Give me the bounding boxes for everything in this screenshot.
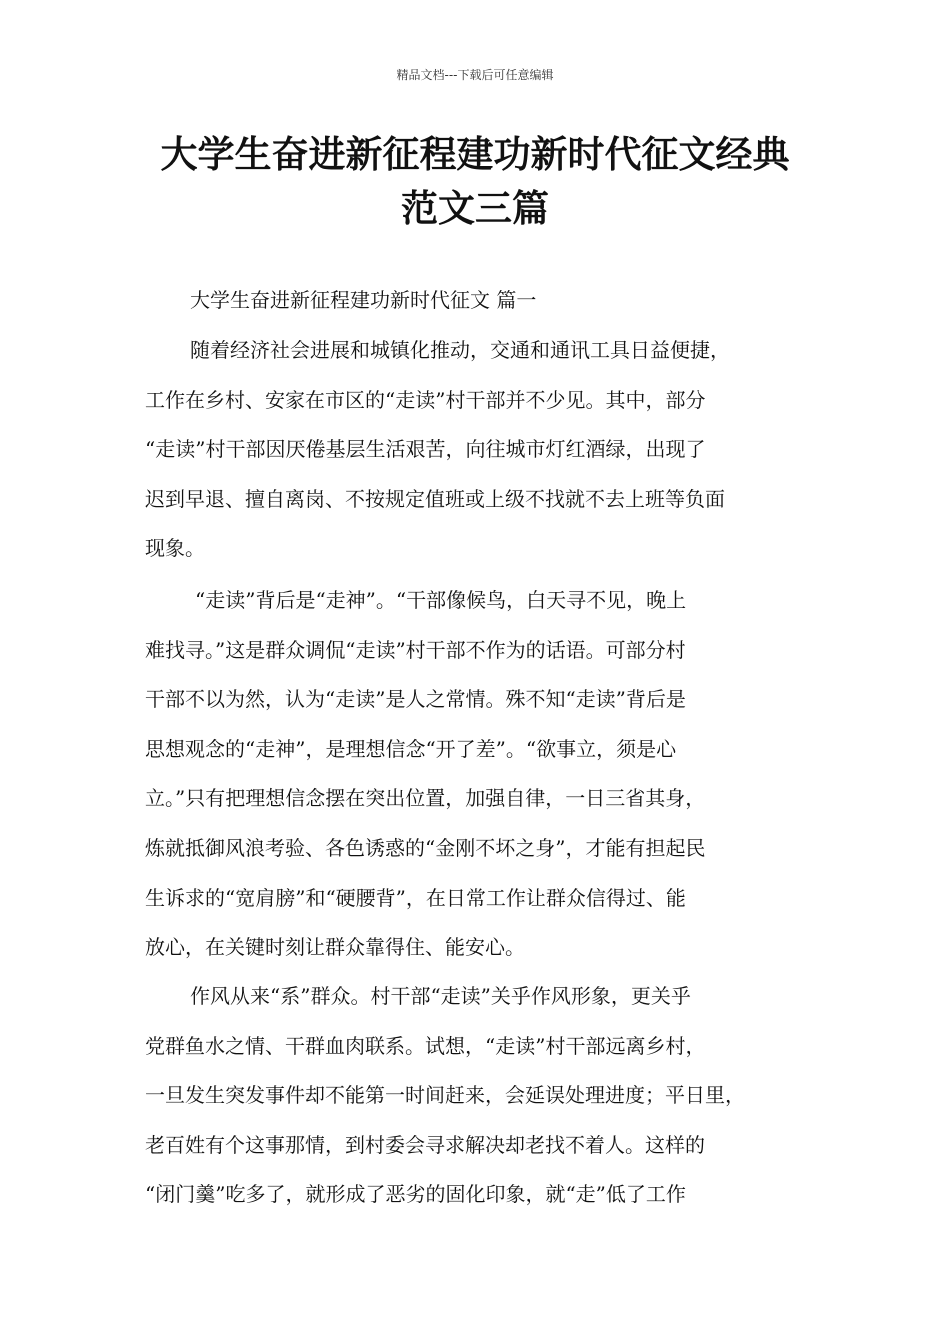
paragraph-line: 现象。 — [145, 536, 205, 561]
document-title — [130, 128, 820, 236]
section-heading: 大学生奋进新征程建功新时代征文 篇一 — [190, 288, 537, 312]
paragraph-line: 一旦发生突发事件却不能第一时间赶来，会延误处理进度；平日里， — [145, 1083, 745, 1108]
paragraph-line: 立。”只有把理想信念摆在突出位置，加强自律，一日三省其身， — [145, 786, 706, 811]
paragraph-line: “闭门羹”吃多了，就形成了恶劣的固化印象，就“走”低了工作 — [145, 1182, 686, 1207]
paragraph-line: 炼就抵御风浪考验、各色诱惑的“金刚不坏之身”，才能有担起民 — [145, 835, 706, 860]
paragraph-line: 生诉求的“宽肩膀”和“硬腰背”，在日常工作让群众信得过、能 — [145, 885, 686, 910]
paragraph-3 — [145, 972, 825, 1220]
document-title-line-2: 范文三篇 — [401, 187, 549, 230]
paragraph-line: “走读”背后是“走神”。“干部像候鸟，白天寻不见，晚上 — [195, 588, 687, 612]
paragraph-line: 干部不以为然，认为“走读”是人之常情。殊不知“走读”背后是 — [145, 687, 686, 712]
paragraph-2 — [145, 576, 825, 973]
paragraph-line: 作风从来“系”群众。村干部“走读”关乎作风形象，更关乎 — [190, 984, 691, 1008]
paragraph-line: 迟到早退、擅自离岗、不按规定值班或上级不找就不去上班等负面 — [145, 486, 725, 511]
paragraph-line: 放心，在关键时刻让群众靠得住、能安心。 — [145, 935, 525, 960]
paragraph-line: 工作在乡村、安家在市区的“走读”村干部并不少见。其中，部分 — [145, 387, 706, 412]
document-title-line-1: 大学生奋进新征程建功新时代征文经典 — [160, 133, 790, 176]
paragraph-line: 党群鱼水之情、干群血肉联系。试想，“走读”村干部远离乡村， — [145, 1033, 706, 1058]
paragraph-line: 随着经济社会进展和城镇化推动，交通和通讯工具日益便捷， — [190, 338, 730, 362]
paragraph-line: 难找寻。”这是群众调侃“走读”村干部不作为的话语。可部分村 — [145, 637, 686, 662]
paragraph-1 — [145, 326, 825, 574]
paragraph-line: 老百姓有个这事那情，到村委会寻求解决却老找不着人。这样的 — [145, 1132, 705, 1157]
paragraph-line: 思想观念的“走神”，是理想信念“开了差”。“欲事立，须是心 — [145, 736, 677, 761]
paragraph-line: “走读”村干部因厌倦基层生活艰苦，向往城市灯红酒绿，出现了 — [145, 437, 706, 462]
header-note: 精品文档---下载后可任意编辑 — [396, 68, 554, 82]
